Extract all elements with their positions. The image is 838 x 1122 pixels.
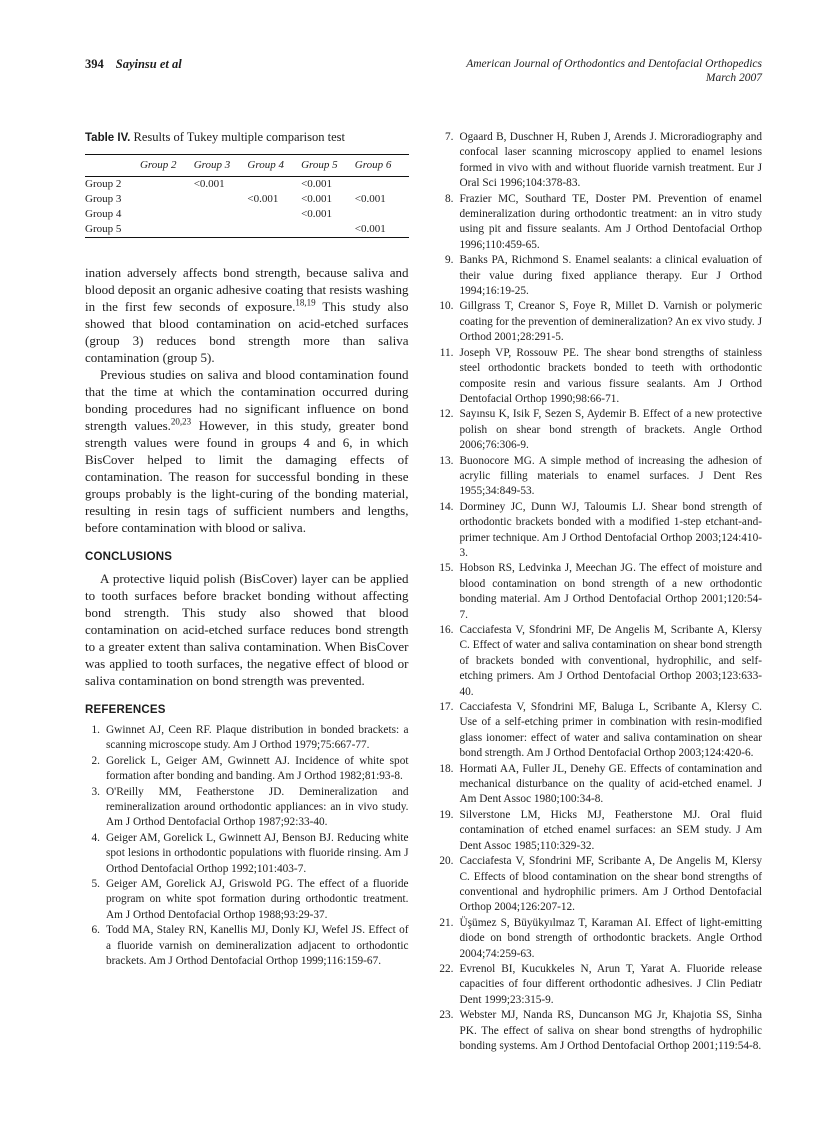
reference-text: Ogaard B, Duschner H, Ruben J, Arends J. Microradiography and confocal laser scanning microscopy applied to enamel lesions formed in vivo with and without fluoride varnish treatment. Eur J Oral Sci 1996;104:378-83. xyxy=(459,131,762,190)
table-cell: <0.001 xyxy=(301,178,333,190)
table-header-cell: Group 5 xyxy=(301,155,355,177)
paragraph-text: This study also showed that blood contamination on acid-etched surfaces (group 3) reduces bond strength more than saliva contamination (group 5). xyxy=(85,299,409,365)
table-cell: <0.001 xyxy=(354,193,386,205)
citation-superscript: 18,19 xyxy=(295,297,316,308)
reference-text: Dorminey JC, Dunn WJ, Taloumis LJ. Shear bond strength of orthodontic brackets bonded with a modified 1-step etchant-and-primer technique. Am J Orthod Dentofacial Orthop 2003;124:410-3. xyxy=(459,500,762,559)
reference-text: Gorelick L, Geiger AM, Gwinnett AJ. Incidence of white spot formation after bonding and banding. Am J Orthod 1982;81:93-8. xyxy=(106,754,409,783)
reference-number: 7. xyxy=(445,131,454,143)
table-cell: <0.001 xyxy=(301,193,333,205)
reference-item xyxy=(85,785,409,831)
reference-item xyxy=(439,454,763,500)
reference-number: 3. xyxy=(91,785,100,798)
table-row xyxy=(85,222,409,238)
reference-item xyxy=(439,192,763,254)
table-header-cell: Group 2 xyxy=(140,155,194,177)
table-header-empty xyxy=(85,155,140,177)
paragraph-text: Previous studies on saliva and blood contamination found that the time at which the contamination occurred during bonding procedures had no significant influence on bond strength values. xyxy=(85,367,409,433)
paragraph-text: ination adversely affects bond strength, because saliva and blood deposit an organic adhesive coating that resists washing in the first few seconds of exposure. xyxy=(85,265,409,314)
paragraph-continuation xyxy=(85,264,409,366)
table-cell xyxy=(301,222,355,238)
reference-text: Banks PA, Richmond S. Enamel sealants: a clinical evaluation of their value during fixed appliance therapy. Eur J Orthod 1994;16:19-25. xyxy=(459,254,762,298)
row-label: Group 2 xyxy=(85,178,122,190)
citation-superscript: 20,23 xyxy=(170,416,192,427)
table-title: Results of Tukey multiple comparison test xyxy=(133,130,345,144)
reference-number: 9. xyxy=(445,254,454,267)
reference-number: 18. xyxy=(439,762,454,775)
references-list-right xyxy=(439,130,763,1054)
table-cell xyxy=(140,207,194,222)
reference-number: 1. xyxy=(91,724,100,736)
table-caption xyxy=(85,130,409,145)
table-header-cell: Group 4 xyxy=(247,155,301,177)
table-row xyxy=(85,177,409,193)
table-header-cell: Group 3 xyxy=(194,155,248,177)
row-label: Group 3 xyxy=(85,193,122,205)
row-label: Group 4 xyxy=(85,208,122,220)
reference-text: Todd MA, Staley RN, Kanellis MJ, Donly KJ, Wefel JS. Effect of a fluoride varnish on demineralization adjacent to orthodontic brackets. Am J Orthod Dentofacial Orthop 1999;116:159-67. xyxy=(106,924,409,968)
running-head-left xyxy=(85,57,182,72)
table-cell: <0.001 xyxy=(193,178,225,190)
reference-number: 16. xyxy=(439,624,454,636)
table-cell xyxy=(140,177,194,193)
reference-item xyxy=(439,762,763,808)
comparison-table xyxy=(85,154,409,238)
table-cell xyxy=(355,177,409,193)
table-cell xyxy=(140,192,194,207)
table-header-row xyxy=(85,155,409,177)
reference-number: 4. xyxy=(91,831,100,844)
references-list-left xyxy=(85,723,409,970)
reference-text: Buonocore MG. A simple method of increasing the adhesion of acrylic filling materials to enamel surfaces. J Dent Res 1955;34:849-53. xyxy=(459,454,762,498)
table-cell xyxy=(194,222,248,238)
reference-text: Hobson RS, Ledvinka J, Meechan JG. The effect of moisture and blood contamination on bond strength of a new orthodontic bonding material. Am J Orthod Dentofacial Orthop 2001;120:54-7. xyxy=(459,562,762,621)
issue-date: March 2007 xyxy=(705,72,762,84)
reference-item xyxy=(439,407,763,453)
reference-item xyxy=(439,346,763,408)
reference-number: 5. xyxy=(91,878,100,891)
reference-text: Cacciafesta V, Sfondrini MF, Baluga L, Scribante A, Klersy C. Use of a self-etching primer in combination with resin-modified glass ionomer: effect of water and saliva contamination on shear bond strength. Am J Orthod Dentofacial Orthop 2003;124:420-6. xyxy=(459,701,762,760)
reference-item xyxy=(85,923,409,969)
reference-text: Frazier MC, Southard TE, Doster PM. Prevention of enamel demineralization during orthodontic treatment: an in vitro study using pit and fissure sealants. Am J Orthod Dentofacial Orthop 1996;110:459-65. xyxy=(459,192,762,251)
reference-text: Webster MJ, Nanda RS, Duncanson MG Jr, Khajotia SS, Sinha PK. The effect of saliva on shear bond strengths of hydrophilic bonding systems. Am J Orthod Dentofacial Orthop 2001;119:54-8. xyxy=(459,1009,762,1052)
discussion-text xyxy=(85,264,409,536)
references-heading: REFERENCES xyxy=(85,704,166,716)
reference-item xyxy=(85,877,409,923)
reference-item xyxy=(439,561,763,623)
reference-item xyxy=(439,623,763,700)
reference-number: 12. xyxy=(439,408,454,421)
reference-item xyxy=(439,299,763,345)
reference-item xyxy=(85,723,409,754)
reference-number: 14. xyxy=(439,500,454,513)
authors: Sayinsu et al xyxy=(115,57,182,71)
reference-text: Silverstone LM, Hicks MJ, Featherstone MJ. Oral fluid contamination of etched enamel surfaces: an SEM study. J Am Dent Assoc 1985;110:329-32. xyxy=(459,808,762,852)
table-row xyxy=(85,192,409,207)
reference-number: 22. xyxy=(439,962,454,975)
reference-item xyxy=(439,253,763,299)
paragraph-text: However, in this study, greater bond strength values were found in groups 4 and 6, in which BisCover helped to limit the damaging effects of contamination. The reason for successful bonding in these groups probably is the light-curing of the bonding material, resulting in resin tags of sufficient numbers and lengths, before contamination with blood or saliva. xyxy=(85,418,409,535)
table-cell xyxy=(247,177,301,193)
page-number: 394 xyxy=(85,57,104,71)
reference-item xyxy=(439,808,763,854)
table-row xyxy=(85,207,409,222)
reference-text: Geiger AM, Gorelick L, Gwinnett AJ, Benson BJ. Reducing white spot lesions in orthodontic populations with fluoride rinsing. Am J Orthod Dentofacial Orthop 1992;101:403-7. xyxy=(106,831,409,875)
reference-text: Sayınsu K, Isik F, Sezen S, Aydemir B. Effect of a new protective polish on shear bond strength of brackets. Angle Orthod 2006;76:306-9. xyxy=(459,408,762,452)
table-cell xyxy=(194,192,248,207)
table-cell: <0.001 xyxy=(301,208,333,220)
paragraph xyxy=(85,366,409,536)
conclusions-heading: CONCLUSIONS xyxy=(85,551,173,563)
conclusions-paragraph: A protective liquid polish (BisCover) layer can be applied to tooth surfaces before bracket bonding without affecting bond strength. This study also showed that blood contamination on acid-etched surface reduces bond strength to a greater extent than saliva contamination. When BisCover was applied to tooth surfaces, the negative effect of blood or saliva contamination on bond strength was prevented. xyxy=(85,571,409,688)
table-cell xyxy=(355,207,409,222)
reference-number: 10. xyxy=(439,300,454,313)
reference-item xyxy=(439,500,763,562)
reference-item xyxy=(439,962,763,1008)
reference-number: 23. xyxy=(439,1009,454,1022)
reference-item xyxy=(439,1008,763,1054)
table-cell xyxy=(247,207,301,222)
reference-text: Geiger AM, Gorelick AJ, Griswold PG. The effect of a fluoride program on white spot formation during orthodontic treatment. Am J Orthod Dentofacial Orthop 1988;93:29-37. xyxy=(106,878,409,921)
two-column-content xyxy=(0,85,838,1054)
reference-text: Gwinnet AJ, Ceen RF. Plaque distribution in bonded brackets: a scanning microscope study. Am J Orthod 1979;75:667-77. xyxy=(106,724,409,752)
reference-number: 17. xyxy=(439,701,454,714)
reference-item xyxy=(85,831,409,877)
reference-number: 8. xyxy=(445,192,454,205)
reference-text: Gillgrass T, Creanor S, Foye R, Millet D. Varnish or polymeric coating for the prevention of demineralization? An ex vivo study. J Orthod 2001;28:291-5. xyxy=(459,300,762,344)
reference-text: Evrenol BI, Kucukkeles N, Arun T, Yarat A. Fluoride release capacities of four different orthodontic adhesives. J Clin Pediatr Dent 1999;23:315-9. xyxy=(459,962,762,1006)
reference-item xyxy=(439,700,763,762)
reference-number: 2. xyxy=(91,754,100,767)
table-header-cell: Group 6 xyxy=(355,155,409,177)
table-label: Table IV. xyxy=(85,132,131,144)
reference-number: 19. xyxy=(439,808,454,821)
reference-number: 20. xyxy=(439,855,454,868)
reference-item xyxy=(85,754,409,785)
reference-text: Cacciafesta V, Sfondrini MF, Scribante A, De Angelis M, Klersy C. Effects of blood contamination on the shear bond strengths of conventional and hydrophilic primers. Am J Orthod Dentofacial Orthop 2004;126:207-12. xyxy=(459,855,762,914)
left-column xyxy=(85,130,409,1054)
table-cell xyxy=(194,207,248,222)
reference-text: O'Reilly MM, Featherstone JD. Demineralization and remineralization around orthodontic appliances: an in vivo study. Am J Orthod Dentofacial Orthop 1987;92:33-40. xyxy=(106,785,409,829)
reference-item xyxy=(439,130,763,192)
journal-title: American Journal of Orthodontics and Dentofacial Orthopedics xyxy=(466,58,762,70)
table-cell: <0.001 xyxy=(247,193,279,205)
row-label: Group 5 xyxy=(85,223,122,235)
right-column xyxy=(439,130,763,1054)
reference-number: 13. xyxy=(439,454,454,467)
reference-text: Joseph VP, Rossouw PE. The shear bond strengths of stainless steel orthodontic brackets bonded to teeth with orthodontic composite resin and various fissure sealants. Am J Orthod Dentofacial Orthop 1990;98:66-71. xyxy=(459,346,762,405)
reference-number: 11. xyxy=(439,346,454,359)
table-cell: <0.001 xyxy=(354,223,386,235)
reference-text: Cacciafesta V, Sfondrini MF, De Angelis M, Scribante A, Klersy C. Effect of water and saliva contamination on shear bond strength of brackets bonded with conventional, hydrophilic, and self-etching primers. Am J Orthod Dentofacial Orthop 2003;123:633-40. xyxy=(459,624,762,698)
reference-number: 21. xyxy=(439,916,454,929)
reference-item xyxy=(439,854,763,916)
page-header xyxy=(0,0,838,85)
reference-text: Hormati AA, Fuller JL, Denehy GE. Effects of contamination and mechanical disturbance on the quality of acid-etched enamel. J Am Dent Assoc 1980;100:34-8. xyxy=(459,762,762,806)
reference-number: 15. xyxy=(439,562,454,575)
table-cell xyxy=(140,222,194,238)
running-head-right xyxy=(466,57,762,85)
reference-item xyxy=(439,916,763,962)
table-cell xyxy=(247,222,301,238)
reference-text: Üşümez S, Büyükyılmaz T, Karaman AI. Effect of light-emitting diode on bond strength of orthodontic brackets. Angle Orthod 2004;74:259-63. xyxy=(459,916,762,960)
reference-number: 6. xyxy=(91,924,100,937)
